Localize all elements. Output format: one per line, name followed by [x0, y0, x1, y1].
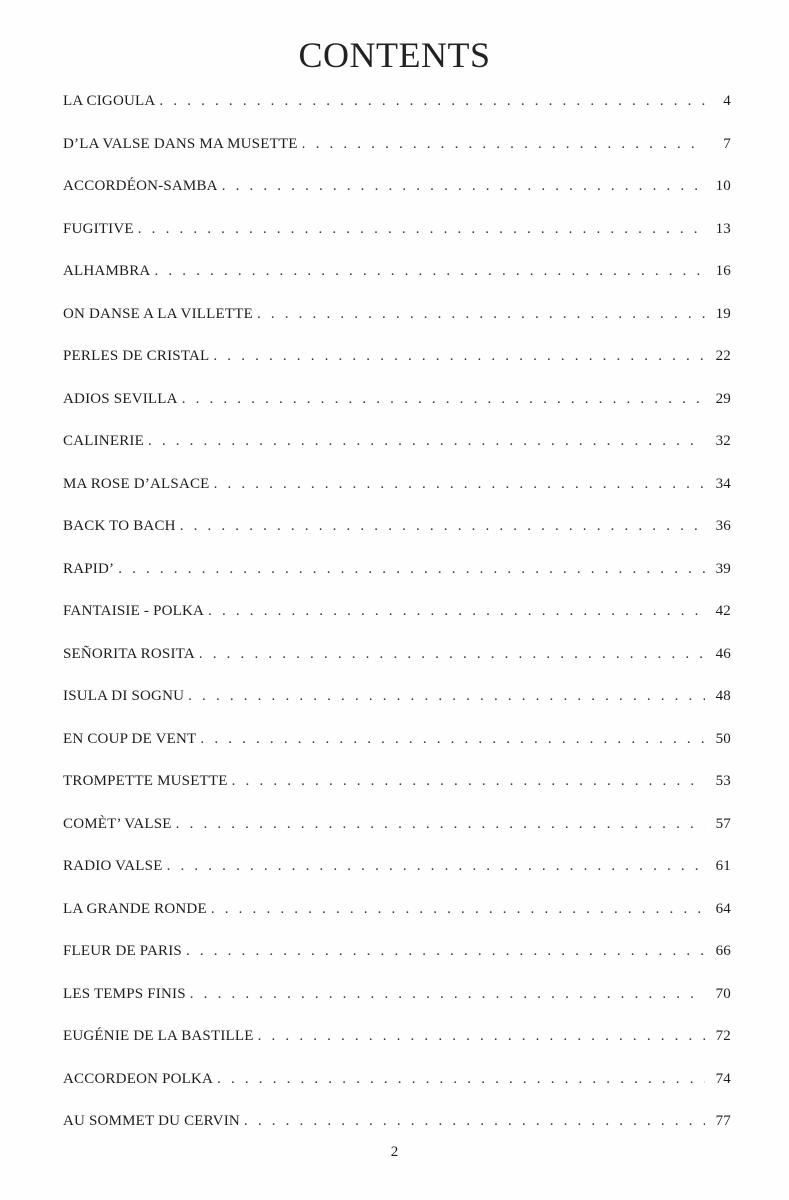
toc-entry [63, 718, 731, 761]
toc-entry-title: RADIO VALSE [63, 858, 163, 874]
dot-leader [214, 463, 705, 506]
toc-entry-page: 50 [715, 730, 731, 747]
toc-entry-title: ADIOS SEVILLA [63, 390, 178, 407]
dot-leader [200, 718, 705, 761]
toc-entry [63, 293, 731, 336]
toc-entry-page: 46 [715, 645, 731, 662]
toc-entry-page: 74 [715, 1070, 731, 1087]
dot-leader [148, 420, 705, 463]
toc-entry-title: RAPID’ [63, 560, 115, 577]
toc-entry-title: CALINERIE [63, 433, 144, 449]
toc-entry-page: 29 [715, 390, 731, 407]
toc-entry-page: 77 [715, 1113, 731, 1129]
toc-entry-page: 64 [715, 900, 731, 917]
toc-entry [63, 803, 731, 846]
toc-entry-page: 16 [715, 263, 731, 279]
dot-leader [176, 803, 705, 846]
dot-leader [222, 165, 705, 208]
toc-entry-title: ISULA DI SOGNU [63, 688, 185, 704]
toc-entry-title: FLEUR DE PARIS [63, 943, 182, 959]
table-of-contents [63, 80, 731, 1143]
toc-entry-page: 34 [715, 475, 731, 492]
toc-entry [63, 1058, 731, 1101]
toc-entry-page: 10 [715, 178, 731, 194]
toc-entry [63, 548, 731, 591]
dot-leader [257, 293, 705, 336]
toc-entry-title: LA CIGOULA [63, 93, 156, 109]
toc-entry-title: ON DANSE A LA VILLETTE [63, 305, 253, 322]
toc-entry [63, 973, 731, 1016]
toc-entry-title: BACK TO BACH [63, 518, 176, 534]
toc-entry [63, 633, 731, 676]
toc-entry [63, 378, 731, 421]
toc-entry-title: ALHAMBRA [63, 263, 151, 279]
page-title: CONTENTS [298, 35, 491, 75]
toc-entry [63, 123, 731, 166]
dot-leader [186, 930, 705, 973]
toc-entry-title: EUGÉNIE DE LA BASTILLE [63, 1028, 254, 1044]
toc-entry [63, 165, 731, 208]
dot-leader [232, 760, 705, 803]
toc-entry [63, 888, 731, 931]
toc-entry-title: D’LA VALSE DANS MA MUSETTE [63, 135, 298, 152]
toc-entry-page: 7 [723, 135, 731, 152]
toc-entry [63, 80, 731, 123]
toc-entry-page: 66 [715, 943, 731, 959]
toc-entry-page: 61 [715, 858, 731, 874]
dot-leader [167, 845, 705, 888]
toc-entry-title: AU SOMMET DU CERVIN [63, 1113, 240, 1129]
toc-entry-title: LA GRANDE RONDE [63, 900, 207, 917]
toc-entry-title: LES TEMPS FINIS [63, 985, 186, 1002]
toc-entry-page: 48 [715, 688, 731, 704]
dot-leader [258, 1015, 705, 1058]
toc-entry-title: COMÈT’ VALSE [63, 815, 172, 832]
toc-entry [63, 1100, 731, 1143]
dot-leader [188, 675, 705, 718]
toc-entry [63, 250, 731, 293]
toc-entry-title: TROMPETTE MUSETTE [63, 773, 228, 789]
toc-entry-page: 36 [715, 518, 731, 534]
toc-entry-page: 13 [715, 220, 731, 237]
toc-entry-page: 22 [715, 348, 731, 364]
toc-entry [63, 590, 731, 633]
toc-entry [63, 930, 731, 973]
page-number: 2 [390, 1144, 399, 1160]
dot-leader [138, 208, 705, 251]
toc-entry-title: FANTAISIE - POLKA [63, 603, 205, 619]
toc-entry-page: 57 [715, 815, 731, 832]
toc-entry [63, 505, 731, 548]
toc-entry [63, 463, 731, 506]
dot-leader [302, 123, 705, 166]
toc-entry-page: 32 [715, 433, 731, 449]
toc-entry [63, 845, 731, 888]
dot-leader [199, 633, 705, 676]
dot-leader [211, 888, 705, 931]
dot-leader [217, 1058, 705, 1101]
dot-leader [182, 378, 705, 421]
toc-entry-page: 39 [715, 560, 731, 577]
toc-entry [63, 675, 731, 718]
toc-entry [63, 1015, 731, 1058]
dot-leader [118, 548, 705, 591]
dot-leader [180, 505, 705, 548]
toc-entry-title: ACCORDEON POLKA [63, 1070, 214, 1087]
toc-entry-page: 70 [715, 985, 731, 1002]
toc-entry-page: 4 [723, 93, 731, 109]
toc-entry-page: 72 [715, 1028, 731, 1044]
toc-entry-page: 42 [715, 603, 731, 619]
toc-entry [63, 208, 731, 251]
dot-leader [208, 590, 705, 633]
toc-entry-title: SEÑORITA ROSITA [63, 645, 195, 662]
toc-entry-page: 19 [715, 305, 731, 322]
toc-entry-title: ACCORDÉON-SAMBA [63, 178, 218, 194]
toc-entry-title: PERLES DE CRISTAL [63, 348, 210, 364]
toc-entry-title: EN COUP DE VENT [63, 730, 197, 747]
toc-entry-page: 53 [715, 773, 731, 789]
dot-leader [213, 335, 705, 378]
dot-leader [190, 973, 705, 1016]
toc-entry [63, 420, 731, 463]
toc-entry [63, 335, 731, 378]
dot-leader [159, 80, 705, 123]
dot-leader [154, 250, 705, 293]
dot-leader [244, 1100, 705, 1143]
toc-entry-title: MA ROSE D’ALSACE [63, 475, 210, 492]
toc-entry-title: FUGITIVE [63, 220, 134, 237]
toc-entry [63, 760, 731, 803]
